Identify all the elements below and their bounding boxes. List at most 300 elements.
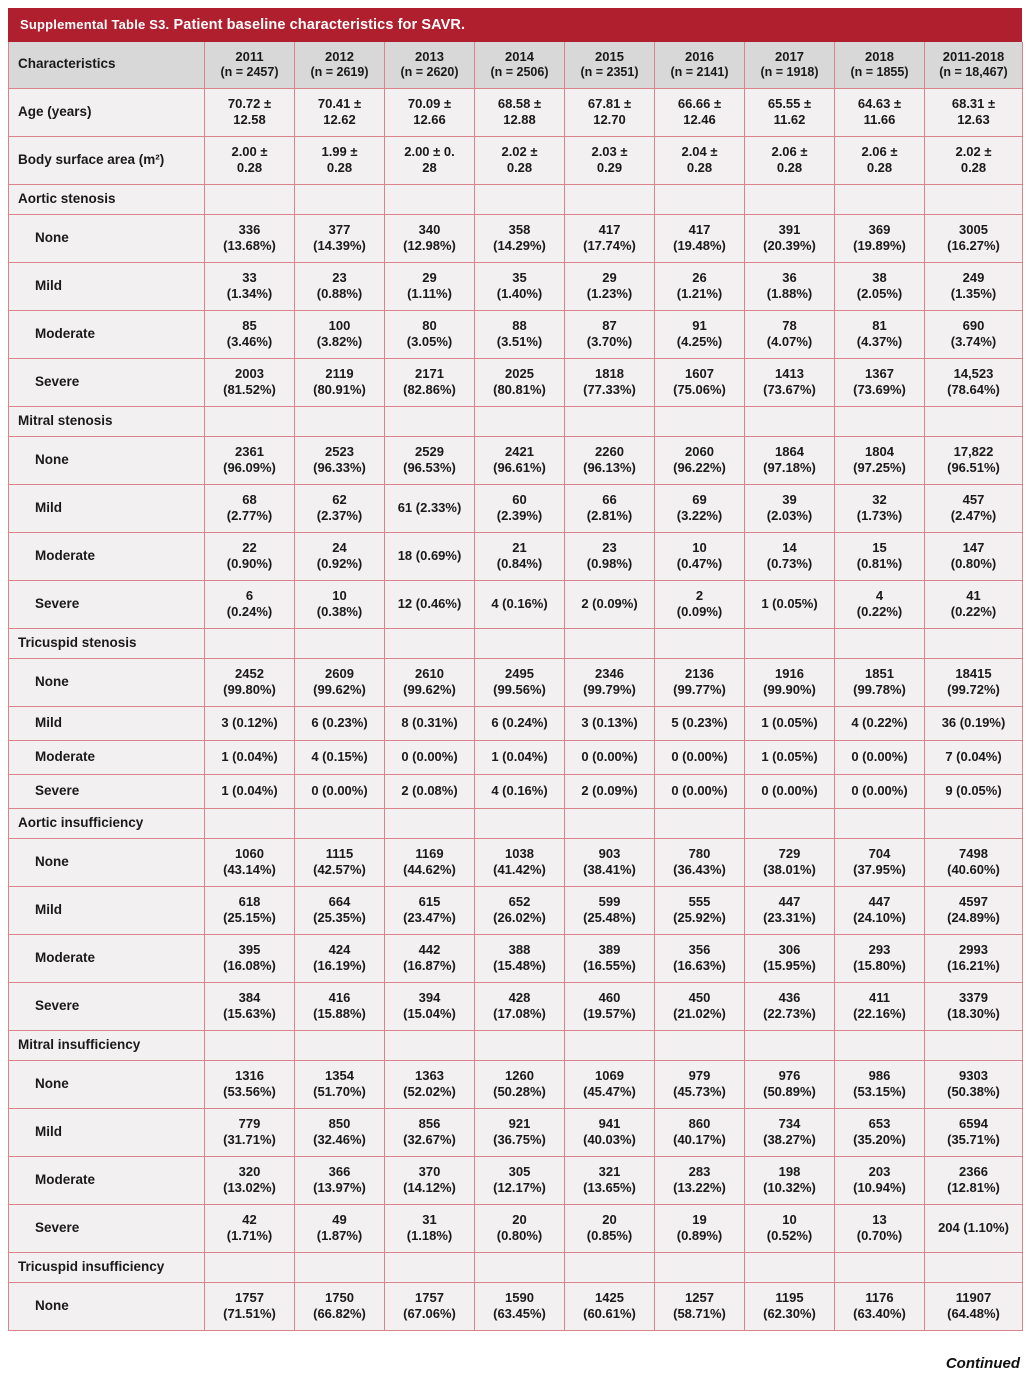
- data-cell: [925, 838, 1023, 886]
- data-cell: [565, 628, 655, 658]
- cell-line: 389: [598, 942, 621, 958]
- cell-line: (16.08%): [223, 958, 276, 973]
- table-row: [9, 1204, 1023, 1252]
- cell-line: 12.58: [233, 112, 266, 127]
- cell-line: 2.06 ±: [861, 144, 898, 160]
- cell-line: (96.53%): [403, 460, 456, 475]
- cell-line: 12.70: [593, 112, 626, 127]
- table-row: [9, 1156, 1023, 1204]
- table-row: [9, 1282, 1023, 1330]
- row-label: Moderate: [9, 740, 205, 774]
- cell-line: 417: [598, 222, 621, 238]
- cell-line: 384: [238, 990, 261, 1006]
- cell-line: (3.22%): [676, 508, 723, 523]
- data-cell: [565, 1204, 655, 1252]
- section-row: [9, 1030, 1023, 1060]
- row-label: None: [9, 658, 205, 706]
- data-cell: [925, 1282, 1023, 1330]
- cell-line: (40.17%): [673, 1132, 726, 1147]
- data-cell: [745, 532, 835, 580]
- data-cell: [205, 838, 295, 886]
- data-cell: [295, 1204, 385, 1252]
- data-cell: [925, 628, 1023, 658]
- cell-line: 11.62: [773, 112, 806, 127]
- cell-line: 20: [602, 1212, 617, 1228]
- column-header-year: 2017: [775, 48, 804, 64]
- column-header-count: (n = 1918): [760, 65, 819, 80]
- cell-line: (37.95%): [853, 862, 906, 877]
- cell-line: 61 (2.33%): [397, 500, 462, 516]
- column-header-count: (n = 2351): [580, 65, 639, 80]
- row-label: Severe: [9, 774, 205, 808]
- data-cell: [655, 262, 745, 310]
- data-cell: [385, 1156, 475, 1204]
- data-cell: [925, 184, 1023, 214]
- column-header-year: 2011-2018: [942, 48, 1005, 64]
- cell-line: (45.73%): [673, 1084, 726, 1099]
- data-cell: [835, 1030, 925, 1060]
- cell-line: (77.33%): [583, 382, 636, 397]
- data-cell: [475, 214, 565, 262]
- cell-line: (2.77%): [226, 508, 273, 523]
- cell-line: 87: [602, 318, 617, 334]
- cell-line: (12.17%): [493, 1180, 546, 1195]
- data-cell: [745, 934, 835, 982]
- cell-line: (82.86%): [403, 382, 456, 397]
- data-cell: [565, 406, 655, 436]
- cell-line: 860: [688, 1116, 711, 1132]
- data-cell: [835, 628, 925, 658]
- data-cell: [655, 484, 745, 532]
- data-cell: [655, 740, 745, 774]
- cell-line: (73.69%): [853, 382, 906, 397]
- cell-line: 3005: [959, 222, 988, 238]
- data-cell: [385, 706, 475, 740]
- cell-line: 1 (0.04%): [221, 783, 278, 799]
- data-cell: [295, 934, 385, 982]
- cell-line: 320: [238, 1164, 261, 1180]
- data-cell: [205, 484, 295, 532]
- cell-line: (1.18%): [406, 1228, 453, 1243]
- cell-line: (0.09%): [676, 604, 723, 619]
- column-header-2014: [475, 42, 565, 88]
- column-header-year: 2012: [325, 48, 354, 64]
- data-cell: [385, 1060, 475, 1108]
- cell-line: 450: [688, 990, 711, 1006]
- cell-line: 411: [869, 990, 890, 1006]
- row-label: Severe: [9, 982, 205, 1030]
- data-cell: [655, 88, 745, 136]
- cell-line: (96.61%): [493, 460, 546, 475]
- data-cell: [925, 886, 1023, 934]
- cell-line: 1804: [865, 444, 894, 460]
- cell-line: 22: [242, 540, 257, 556]
- cell-line: 11.66: [863, 112, 896, 127]
- section-label: Aortic stenosis: [9, 184, 205, 214]
- data-cell: [205, 982, 295, 1030]
- data-cell: [295, 580, 385, 628]
- column-header-count: (n = 2619): [310, 65, 369, 80]
- data-cell: [295, 1156, 385, 1204]
- cell-line: 1060: [235, 846, 264, 862]
- row-label: None: [9, 1282, 205, 1330]
- cell-line: 0 (0.00%): [581, 749, 638, 765]
- cell-line: (35.71%): [947, 1132, 1000, 1147]
- cell-line: (25.48%): [583, 910, 636, 925]
- data-cell: [565, 774, 655, 808]
- data-cell: [475, 740, 565, 774]
- data-cell: [565, 740, 655, 774]
- section-row: [9, 628, 1023, 658]
- table-body: [9, 88, 1023, 1330]
- cell-line: (64.48%): [947, 1306, 1000, 1321]
- data-cell: [295, 1282, 385, 1330]
- data-cell: [205, 358, 295, 406]
- section-row: [9, 1252, 1023, 1282]
- data-cell: [295, 808, 385, 838]
- row-label: Mild: [9, 1108, 205, 1156]
- data-cell: [655, 436, 745, 484]
- column-header-count: (n = 2141): [670, 65, 729, 80]
- cell-line: 0.29: [596, 160, 623, 175]
- data-cell: [925, 580, 1023, 628]
- table-footer: [8, 1331, 1022, 1373]
- cell-line: 12.62: [323, 112, 356, 127]
- cell-line: (3.74%): [950, 334, 997, 349]
- cell-line: 1169: [415, 846, 444, 862]
- cell-line: 12.66: [413, 112, 446, 127]
- column-header-characteristics: Characteristics: [9, 42, 205, 88]
- data-cell: [565, 1252, 655, 1282]
- data-cell: [925, 262, 1023, 310]
- cell-line: 340: [418, 222, 441, 238]
- data-cell: [835, 184, 925, 214]
- data-cell: [835, 358, 925, 406]
- row-label: None: [9, 838, 205, 886]
- cell-line: 0 (0.00%): [671, 749, 728, 765]
- data-cell: [385, 886, 475, 934]
- cell-line: 4: [875, 588, 884, 604]
- data-cell: [565, 484, 655, 532]
- cell-line: (13.22%): [673, 1180, 726, 1195]
- table-title-rest: Patient baseline characteristics for SAVR.: [169, 17, 466, 33]
- cell-line: (45.47%): [583, 1084, 636, 1099]
- cell-line: 69: [692, 492, 707, 508]
- page-title: [20, 17, 465, 33]
- cell-line: (80.91%): [313, 382, 366, 397]
- column-header-year: 2016: [685, 48, 714, 64]
- cell-line: 779: [238, 1116, 261, 1132]
- cell-line: 447: [778, 894, 801, 910]
- cell-line: 436: [778, 990, 801, 1006]
- cell-line: 13: [872, 1212, 887, 1228]
- cell-line: (96.33%): [313, 460, 366, 475]
- cell-line: (32.67%): [403, 1132, 456, 1147]
- data-cell: [745, 1060, 835, 1108]
- row-label: Mild: [9, 706, 205, 740]
- data-cell: [295, 706, 385, 740]
- cell-line: (3.05%): [406, 334, 453, 349]
- cell-line: 976: [778, 1068, 801, 1084]
- data-cell: [205, 406, 295, 436]
- data-cell: [835, 658, 925, 706]
- table-row: [9, 484, 1023, 532]
- cell-line: 198: [778, 1164, 801, 1180]
- cell-line: 9 (0.05%): [945, 783, 1002, 799]
- data-cell: [475, 358, 565, 406]
- data-cell: [835, 886, 925, 934]
- cell-line: (99.62%): [403, 682, 456, 697]
- column-header-2018: [835, 42, 925, 88]
- data-cell: [475, 774, 565, 808]
- cell-line: 10: [692, 540, 707, 556]
- row-label: Moderate: [9, 1156, 205, 1204]
- cell-line: 21: [512, 540, 527, 556]
- data-cell: [745, 580, 835, 628]
- cell-line: (4.07%): [766, 334, 813, 349]
- cell-line: 293: [868, 942, 891, 958]
- baseline-characteristics-table: [8, 42, 1023, 1331]
- cell-line: 1 (0.04%): [221, 749, 278, 765]
- cell-line: (25.35%): [313, 910, 366, 925]
- section-row: [9, 184, 1023, 214]
- data-cell: [565, 706, 655, 740]
- cell-line: (63.45%): [493, 1306, 546, 1321]
- data-cell: [565, 136, 655, 184]
- cell-line: 2.04 ±: [681, 144, 718, 160]
- cell-line: (50.28%): [493, 1084, 546, 1099]
- data-cell: [925, 136, 1023, 184]
- data-cell: [205, 628, 295, 658]
- data-cell: [745, 136, 835, 184]
- cell-line: 3379: [959, 990, 988, 1006]
- cell-line: (1.71%): [226, 1228, 273, 1243]
- cell-line: (2.81%): [586, 508, 633, 523]
- cell-line: (2.37%): [316, 508, 363, 523]
- cell-line: 28: [422, 160, 437, 175]
- data-cell: [655, 1204, 745, 1252]
- data-cell: [835, 532, 925, 580]
- cell-line: 1354: [325, 1068, 354, 1084]
- cell-line: (0.85%): [586, 1228, 633, 1243]
- column-header-year: 2013: [415, 48, 444, 64]
- data-cell: [835, 1252, 925, 1282]
- cell-line: 664: [328, 894, 351, 910]
- cell-line: (0.98%): [586, 556, 633, 571]
- column-header-year: 2011: [235, 48, 264, 64]
- cell-line: (71.51%): [223, 1306, 276, 1321]
- data-cell: [385, 982, 475, 1030]
- data-cell: [745, 838, 835, 886]
- data-cell: [655, 1156, 745, 1204]
- cell-line: (60.61%): [583, 1306, 636, 1321]
- data-cell: [745, 88, 835, 136]
- data-cell: [655, 580, 745, 628]
- cell-line: 447: [868, 894, 891, 910]
- cell-line: (15.04%): [403, 1006, 456, 1021]
- cell-line: 204 (1.10%): [938, 1220, 1009, 1236]
- cell-line: (1.35%): [950, 286, 997, 301]
- data-cell: [745, 982, 835, 1030]
- cell-line: (19.89%): [853, 238, 906, 253]
- cell-line: 24: [332, 540, 347, 556]
- cell-line: (22.16%): [853, 1006, 906, 1021]
- cell-line: 66.66 ±: [677, 96, 722, 112]
- data-cell: [745, 484, 835, 532]
- cell-line: (10.32%): [763, 1180, 816, 1195]
- data-cell: [205, 658, 295, 706]
- cell-line: 2260: [595, 444, 624, 460]
- data-cell: [475, 706, 565, 740]
- cell-line: 2136: [685, 666, 714, 682]
- data-cell: [385, 1282, 475, 1330]
- cell-line: (4.37%): [856, 334, 903, 349]
- cell-line: (15.95%): [763, 958, 816, 973]
- cell-line: 0 (0.00%): [761, 783, 818, 799]
- cell-line: 2.00 ± 0.: [404, 144, 455, 160]
- cell-line: 23: [602, 540, 617, 556]
- data-cell: [565, 886, 655, 934]
- cell-line: 20: [512, 1212, 527, 1228]
- data-cell: [205, 706, 295, 740]
- cell-line: 4 (0.22%): [851, 715, 908, 731]
- data-cell: [565, 532, 655, 580]
- cell-line: (16.87%): [403, 958, 456, 973]
- data-cell: [205, 886, 295, 934]
- data-cell: [385, 1108, 475, 1156]
- data-cell: [925, 982, 1023, 1030]
- row-label: Moderate: [9, 532, 205, 580]
- cell-line: 0.28: [776, 160, 803, 175]
- cell-line: (18.30%): [947, 1006, 1000, 1021]
- data-cell: [295, 484, 385, 532]
- cell-line: 370: [418, 1164, 441, 1180]
- table-title-prefix: Supplemental Table S3.: [20, 17, 170, 32]
- cell-line: 4 (0.16%): [491, 783, 548, 799]
- data-cell: [655, 838, 745, 886]
- data-cell: [205, 1108, 295, 1156]
- data-cell: [835, 934, 925, 982]
- data-cell: [295, 184, 385, 214]
- table-title-band: [8, 8, 1022, 42]
- data-cell: [745, 808, 835, 838]
- cell-line: 416: [328, 990, 351, 1006]
- cell-line: 1363: [415, 1068, 444, 1084]
- cell-line: (75.06%): [673, 382, 726, 397]
- cell-line: 0 (0.00%): [851, 749, 908, 765]
- data-cell: [565, 184, 655, 214]
- cell-line: 1818: [595, 366, 624, 382]
- data-cell: [925, 406, 1023, 436]
- cell-line: 88: [512, 318, 527, 334]
- cell-line: 0 (0.00%): [851, 783, 908, 799]
- cell-line: 1607: [685, 366, 714, 382]
- data-cell: [655, 774, 745, 808]
- header-row: [9, 42, 1023, 88]
- cell-line: (3.70%): [586, 334, 633, 349]
- cell-line: 29: [602, 270, 617, 286]
- cell-line: (99.90%): [763, 682, 816, 697]
- cell-line: (38.27%): [763, 1132, 816, 1147]
- cell-line: (0.38%): [316, 604, 363, 619]
- cell-line: 652: [508, 894, 531, 910]
- section-label: Aortic insufficiency: [9, 808, 205, 838]
- cell-line: 5 (0.23%): [671, 715, 728, 731]
- table-row: [9, 774, 1023, 808]
- table-row: [9, 740, 1023, 774]
- cell-line: (0.73%): [766, 556, 813, 571]
- cell-line: (25.15%): [223, 910, 276, 925]
- data-cell: [475, 310, 565, 358]
- cell-line: (36.43%): [673, 862, 726, 877]
- cell-line: (73.67%): [763, 382, 816, 397]
- column-header-2011-2018: [925, 42, 1023, 88]
- data-cell: [655, 628, 745, 658]
- data-cell: [745, 436, 835, 484]
- data-cell: [745, 740, 835, 774]
- cell-line: 6 (0.23%): [311, 715, 368, 731]
- cell-line: (0.92%): [316, 556, 363, 571]
- row-label: Severe: [9, 1204, 205, 1252]
- cell-line: 23: [332, 270, 347, 286]
- cell-line: 1.99 ±: [321, 144, 358, 160]
- data-cell: [385, 934, 475, 982]
- cell-line: (25.92%): [673, 910, 726, 925]
- cell-line: (58.71%): [673, 1306, 726, 1321]
- cell-line: 369: [868, 222, 891, 238]
- cell-line: 0 (0.00%): [311, 783, 368, 799]
- data-cell: [565, 934, 655, 982]
- data-cell: [745, 1282, 835, 1330]
- cell-line: (1.21%): [676, 286, 723, 301]
- cell-line: 70.41 ±: [317, 96, 362, 112]
- cell-line: (44.62%): [403, 862, 456, 877]
- column-header-year: 2015: [595, 48, 624, 64]
- section-label: Mitral insufficiency: [9, 1030, 205, 1060]
- data-cell: [475, 1030, 565, 1060]
- data-cell: [385, 358, 475, 406]
- cell-line: (16.55%): [583, 958, 636, 973]
- data-cell: [925, 808, 1023, 838]
- cell-line: 1 (0.04%): [491, 749, 548, 765]
- cell-line: 1115: [325, 846, 354, 862]
- section-label: Tricuspid stenosis: [9, 628, 205, 658]
- cell-line: (1.34%): [226, 286, 273, 301]
- cell-line: 2346: [595, 666, 624, 682]
- cell-line: 11907: [955, 1290, 992, 1306]
- data-cell: [295, 1030, 385, 1060]
- cell-line: (3.82%): [316, 334, 363, 349]
- continued-note: Continued: [945, 1354, 1020, 1372]
- data-cell: [475, 1204, 565, 1252]
- cell-line: 457: [962, 492, 985, 508]
- cell-line: 60: [512, 492, 527, 508]
- data-cell: [385, 184, 475, 214]
- cell-line: 2.06 ±: [771, 144, 808, 160]
- cell-line: (13.97%): [313, 1180, 366, 1195]
- cell-line: 32: [872, 492, 887, 508]
- data-cell: [565, 262, 655, 310]
- cell-line: 2452: [235, 666, 264, 682]
- cell-line: 2529: [415, 444, 444, 460]
- cell-line: 2.00 ±: [231, 144, 268, 160]
- cell-line: 2609: [325, 666, 354, 682]
- cell-line: 690: [962, 318, 985, 334]
- cell-line: (1.11%): [407, 286, 452, 301]
- cell-line: (0.52%): [766, 1228, 813, 1243]
- column-header-count: (n = 2506): [490, 65, 549, 80]
- data-cell: [205, 262, 295, 310]
